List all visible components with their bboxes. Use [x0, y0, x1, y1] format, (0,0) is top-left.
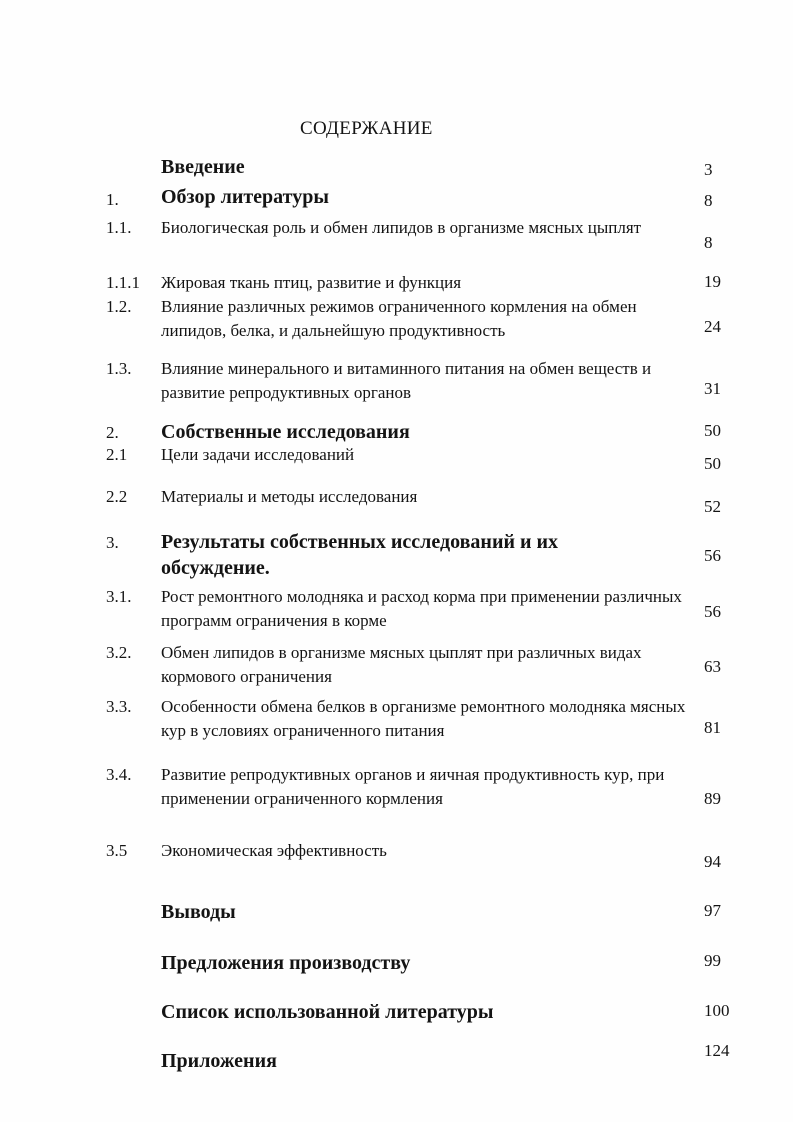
toc-entry-page: 52	[704, 497, 721, 516]
toc-entry-title: Собственные исследования	[161, 421, 410, 443]
toc-entry-page: 31	[704, 379, 721, 398]
toc-entry-page: 8	[704, 233, 713, 252]
toc-entry-number: 1.1.1	[106, 273, 140, 292]
toc-entry-number: 1.3.	[106, 359, 132, 378]
toc-entry-number: 1.2.	[106, 297, 132, 316]
toc-entry-number: 3.4.	[106, 765, 132, 784]
toc-entry-title: Экономическая эффективность	[161, 841, 387, 860]
toc-entry-page: 3	[704, 160, 713, 179]
toc-entry-page: 56	[704, 546, 721, 565]
toc-entry-title: Влияние минерального и витаминного питания на обмен веществ и развитие репродуктивных органов	[161, 359, 652, 402]
toc-entry-number: 1.1.	[106, 218, 132, 237]
toc-entry-title: Рост ремонтного молодняка и расход корма при применении различных программ ограничения в корме	[161, 587, 682, 630]
toc-entry-title: Выводы	[161, 901, 236, 923]
toc-entry-title: Развитие репродуктивных органов и яичная продуктивность кур, при применении ограниченного кормления	[161, 765, 665, 808]
toc-entry-title: Биологическая роль и обмен липидов в организме мясных цыплят	[161, 218, 642, 237]
toc-entry-page: 24	[704, 317, 721, 336]
toc-entry-page: 89	[704, 789, 721, 808]
toc-entry-page: 81	[704, 718, 721, 737]
toc-entry-title: Список использованной литературы	[161, 1001, 494, 1023]
toc-entry-title: Результаты собственных исследований и их обсуждение.	[161, 531, 559, 579]
toc-entry-page: 56	[704, 602, 721, 621]
toc-entry-title: Обмен липидов в организме мясных цыплят при различных видах кормового ограничения	[161, 643, 642, 686]
toc-entry-page: 8	[704, 191, 713, 210]
page-title: СОДЕРЖАНИЕ	[300, 118, 433, 139]
toc-entry-number: 3.5	[106, 841, 128, 860]
toc-entry-number: 2.	[106, 423, 119, 442]
toc-entry-title: Особенности обмена белков в организме ремонтного молодняка мясных кур в условиях ограниченного питания	[161, 697, 686, 740]
toc-entry-title: Обзор литературы	[161, 186, 329, 208]
toc-entry-number: 2.2	[106, 487, 128, 506]
toc-entry-page: 94	[704, 852, 721, 871]
toc-entry-number: 3.3.	[106, 697, 132, 716]
toc-entry-number: 2.1	[106, 445, 128, 464]
toc-entry-page: 100	[704, 1001, 730, 1020]
toc-entry-number: 3.2.	[106, 643, 132, 662]
toc-entry-title: Предложения производству	[161, 952, 411, 974]
toc-entry-page: 19	[704, 272, 721, 291]
toc-entry-title: Материалы и методы исследования	[161, 487, 418, 506]
toc-entry-page: 63	[704, 657, 721, 676]
toc-entry-title: Жировая ткань птиц, развитие и функция	[161, 273, 462, 292]
toc-entry-title: Цели задачи исследований	[161, 445, 355, 464]
toc-entry-page: 99	[704, 951, 721, 970]
toc-entry-title: Приложения	[161, 1050, 277, 1072]
toc-entry-page: 124	[704, 1041, 730, 1060]
toc-entry-title: Введение	[161, 156, 245, 178]
toc-entry-number: 1.	[106, 190, 119, 209]
toc-entry-title: Влияние различных режимов ограниченного кормления на обмен липидов, белка, и дальнейшую продуктивность	[161, 297, 637, 340]
toc-entry-number: 3.	[106, 533, 119, 552]
toc-entry-page: 97	[704, 901, 721, 920]
toc-entry-page: 50	[704, 454, 721, 473]
toc-entry-page: 50	[704, 421, 721, 440]
toc-entry-number: 3.1.	[106, 587, 132, 606]
